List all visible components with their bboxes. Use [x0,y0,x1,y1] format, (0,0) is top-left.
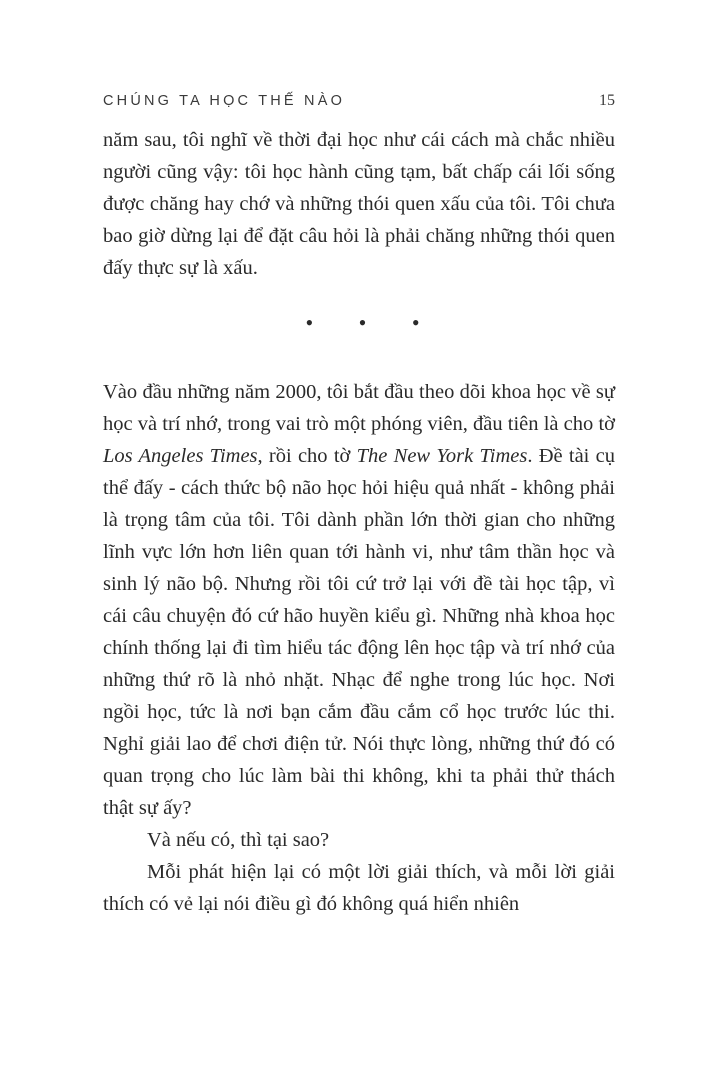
section-2-text [103,376,615,920]
paragraph [103,376,615,824]
running-title: CHÚNG TA HỌC THẾ NÀO [103,93,346,109]
paragraph: Mỗi phát hiện lại có một lời giải thích, và mỗi lời giải thích có vẻ lại nói điều gì đó không quá hiển nhiên [103,861,615,915]
section-break [0,310,725,336]
page-number: 15 [599,92,615,109]
running-header [103,92,615,114]
text-run: , rồi cho tờ [257,445,357,467]
paragraph: năm sau, tôi nghĩ về thời đại học như cái cách mà chắc nhiều người cũng vậy: tôi học hành cũng tạm, bất chấp cái lối sống được chăng hay chớ và những thói quen xấu của tôi. Tôi chưa bao giờ dừng lại để đặt câu hỏi là phải chăng những thói quen đấy thực sự là xấu. [103,129,615,279]
newspaper-title: Los Angeles Times [103,445,258,467]
newspaper-title: The New York Times [356,445,528,467]
section-break-dots: • • • [305,310,440,335]
text-run: Vào đầu những năm 2000, tôi bắt đầu theo dõi khoa học về sự học và trí nhớ, trong vai trò một phóng viên, đầu tiên là cho tờ [103,381,615,435]
text-run: . Đề tài cụ thể đấy - cách thức bộ não học hỏi hiệu quả nhất - không phải là trọng tâm của tôi. Tôi dành phần lớn thời gian cho những lĩnh vực lớn hơn liên quan tới hành vi, như tâm thần học và sinh lý não bộ. Nhưng rồi tôi cứ trở lại với đề tài học tập, vì cái câu chuyện đó cứ hão huyền kiểu gì. Những nhà khoa học chính thống lại đi tìm hiểu tác động lên học tập và trí nhớ của những thứ rõ là nhỏ nhặt. Nhạc để nghe trong lúc học. Nơi ngồi học, tức là nơi bạn cắm đầu cắm cổ học trước lúc thi. Nghỉ giải lao để chơi điện tử. Nói thực lòng, những thứ đó có quan trọng cho lúc làm bài thi không, khi ta phải thử thách thật sự ấy? [103,445,615,819]
paragraph: Và nếu có, thì tại sao? [147,829,330,851]
section-1-text [103,124,615,284]
